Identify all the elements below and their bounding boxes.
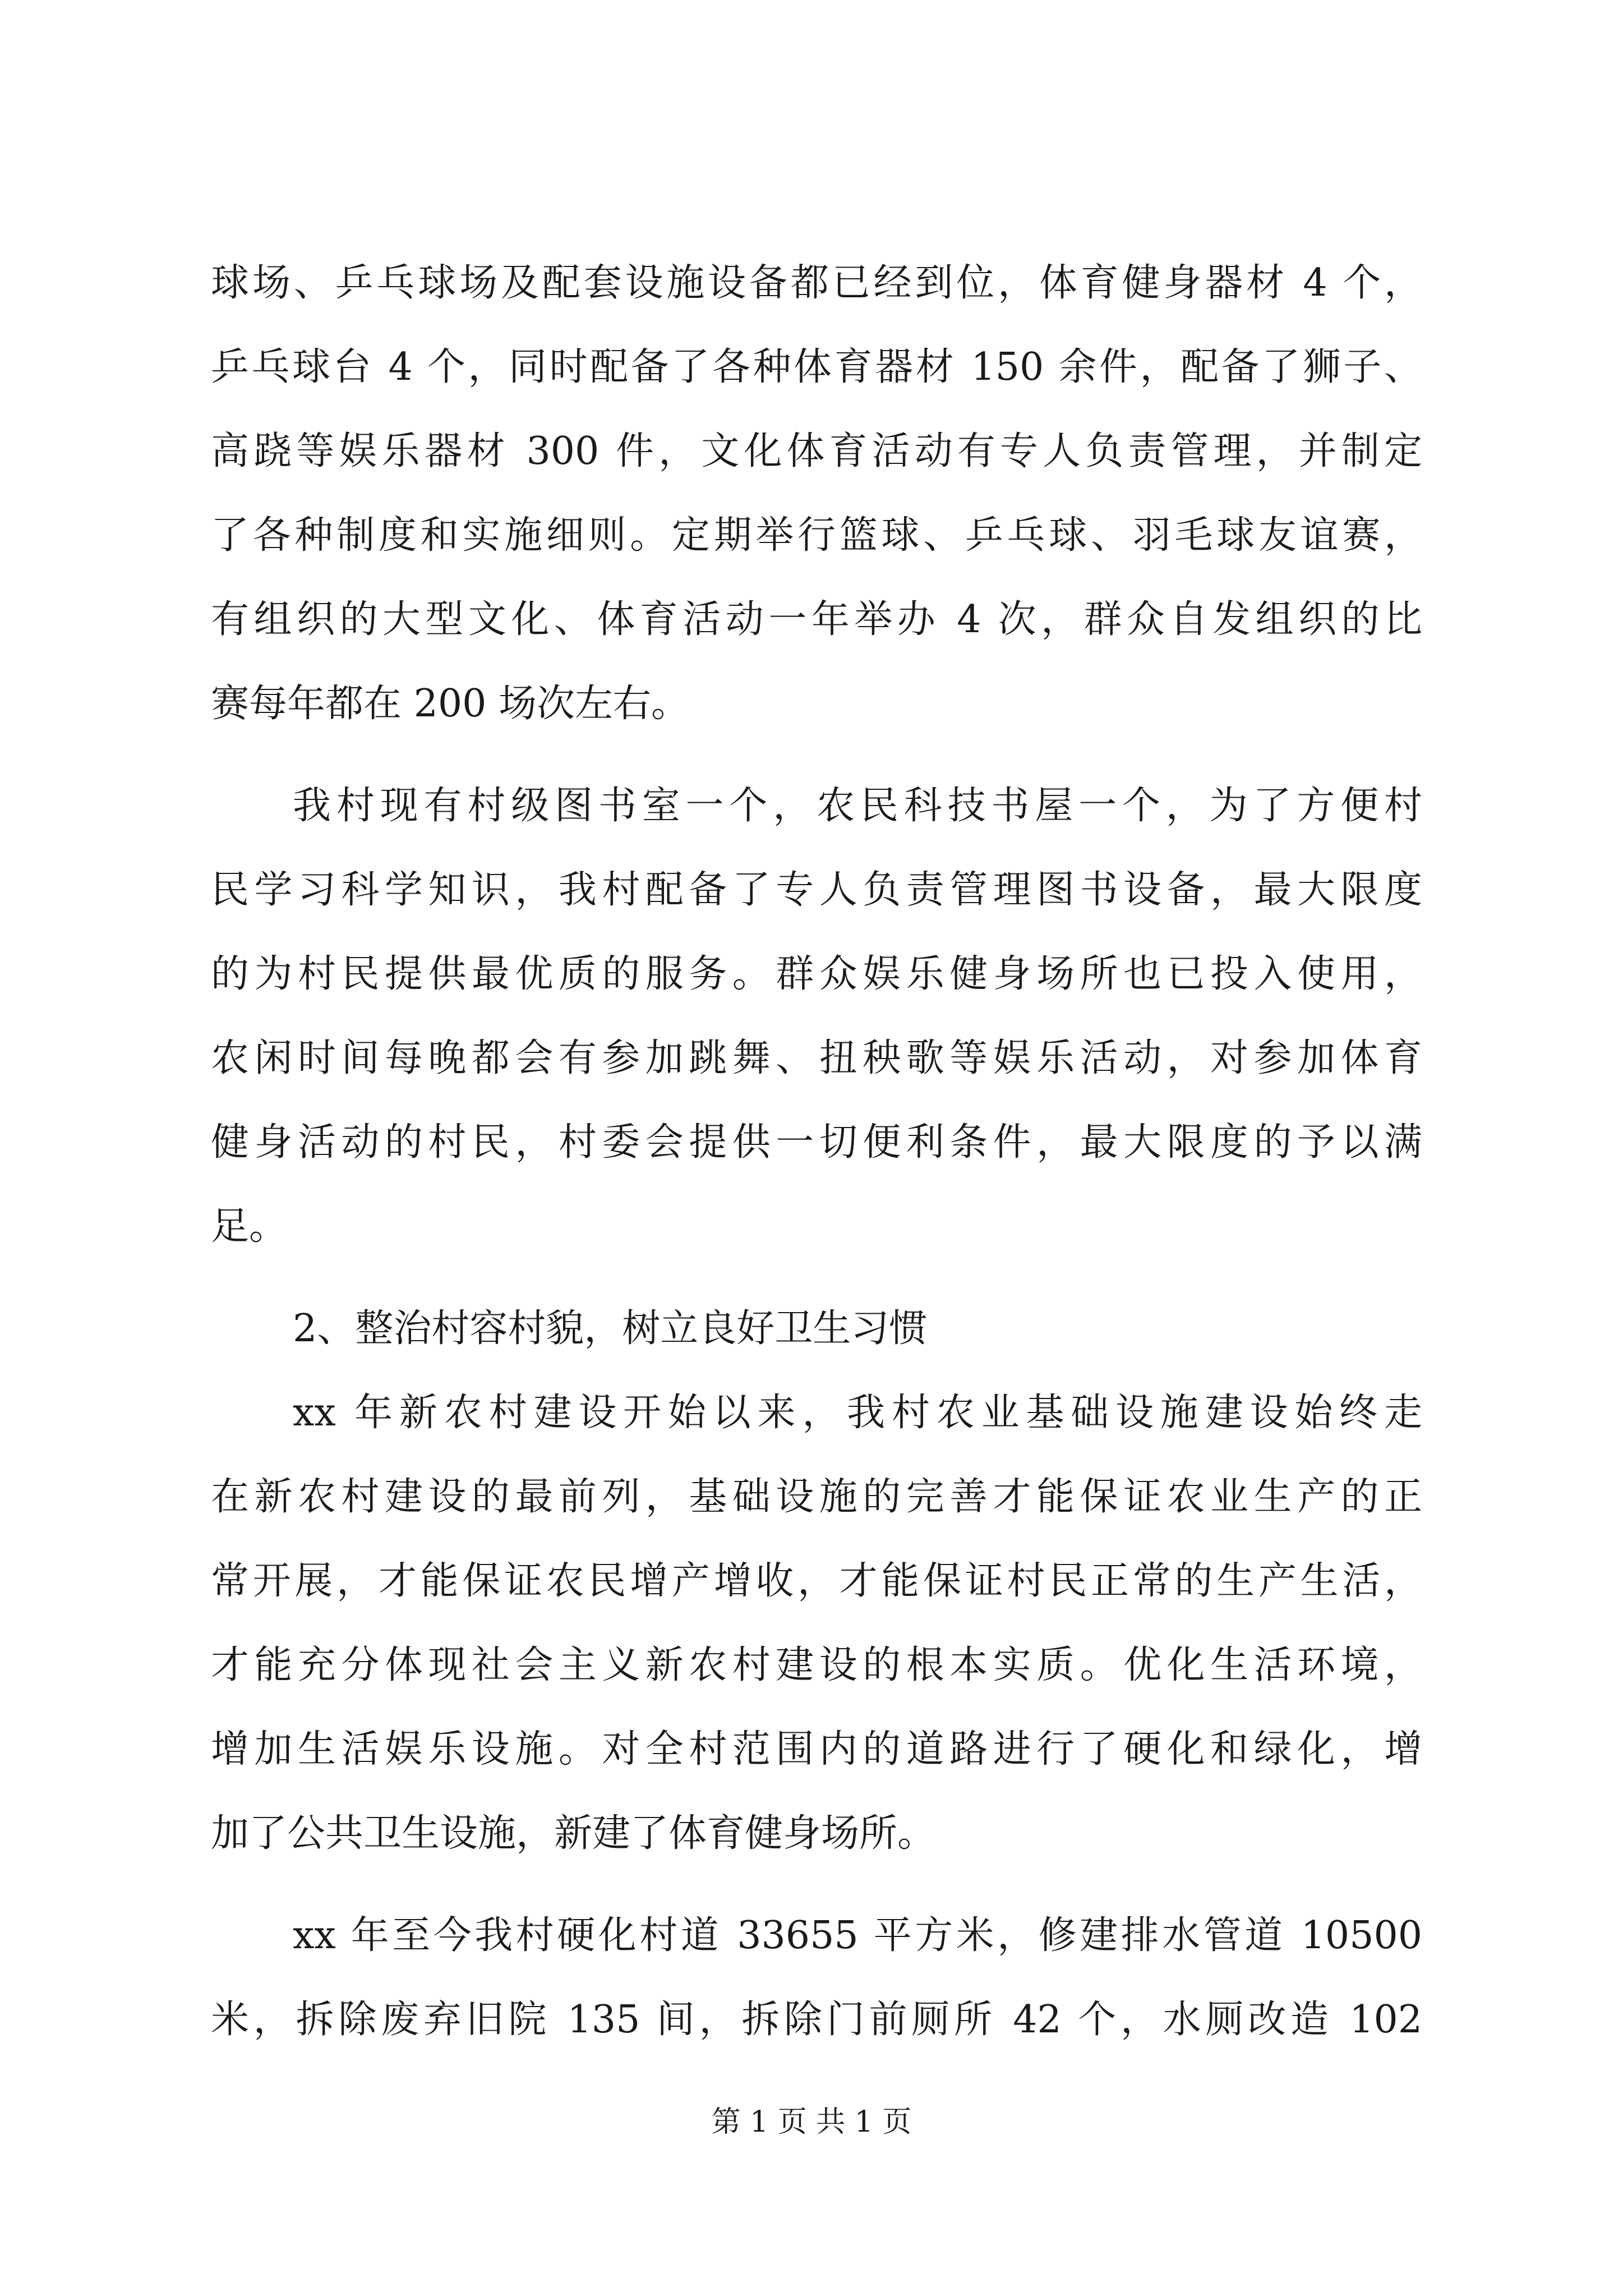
text-line: 民学习科学知识，我村配备了专人负责管理图书设备，最大限度 (211, 868, 1422, 912)
text-line: 增加生活娱乐设施。对全村范围内的道路进行了硬化和绿化，增 (211, 1727, 1422, 1772)
text-line: 健身活动的村民，村委会提供一切便利条件，最大限度的予以满 (211, 1120, 1422, 1165)
text-line: 在新农村建设的最前列，基础设施的完善才能保证农业生产的正 (211, 1475, 1422, 1519)
paragraph (211, 1371, 1422, 1876)
text-line: 赛每年都在 200 场次左右。 (211, 682, 690, 726)
text-line: 了各种制度和实施细则。定期举行篮球、乒乓球、羽毛球友谊赛， (211, 513, 1422, 558)
text-line: xx 年至今我村硬化村道 33655 平方米，修建排水管道 10500 (293, 1913, 1422, 1958)
text-line: 加了公共卫生设施，新建了体育健身场所。 (211, 1811, 936, 1856)
text-line: 有组织的大型文化、体育活动一年举办 4 次，群众自发组织的比 (211, 597, 1422, 642)
text-line: 的为村民提供最优质的服务。群众娱乐健身场所也已投入使用， (211, 952, 1422, 996)
paragraph (211, 241, 1422, 746)
page-number-label: 第 1 页 共 1 页 (711, 2105, 912, 2139)
text-line: 我村现有村级图书室一个，农民科技书屋一个，为了方便村 (293, 784, 1422, 828)
text-line: 球场、乒乓球场及配套设施设备都已经到位，体育健身器材 4 个， (211, 261, 1422, 305)
paragraph (211, 1894, 1422, 2062)
text-line: 常开展，才能保证农民增产增收，才能保证村民正常的生产生活， (211, 1559, 1422, 1603)
text-line: 乒乓球台 4 个，同时配备了各种体育器材 150 余件，配备了狮子、 (211, 345, 1422, 389)
document-body (211, 241, 1422, 2062)
text-line: xx 年新农村建设开始以来，我村农业基础设施建设始终走 (293, 1391, 1422, 1435)
text-line: 足。 (211, 1204, 288, 1249)
text-line: 2、整治村容村貌，树立良好卫生习惯 (293, 1306, 928, 1351)
text-line: 米，拆除废弃旧院 135 间，拆除门前厕所 42 个，水厕改造 102 (211, 1998, 1422, 2042)
paragraph (211, 764, 1422, 1269)
page-footer (0, 2098, 1623, 2140)
text-line: 才能充分体现社会主义新农村建设的根本实质。优化生活环境， (211, 1643, 1422, 1687)
text-line: 农闲时间每晚都会有参加跳舞、扭秧歌等娱乐活动，对参加体育 (211, 1036, 1422, 1080)
section-heading (211, 1287, 1422, 1371)
text-line: 高跷等娱乐器材 300 件，文化体育活动有专人负责管理，并制定 (211, 429, 1422, 473)
